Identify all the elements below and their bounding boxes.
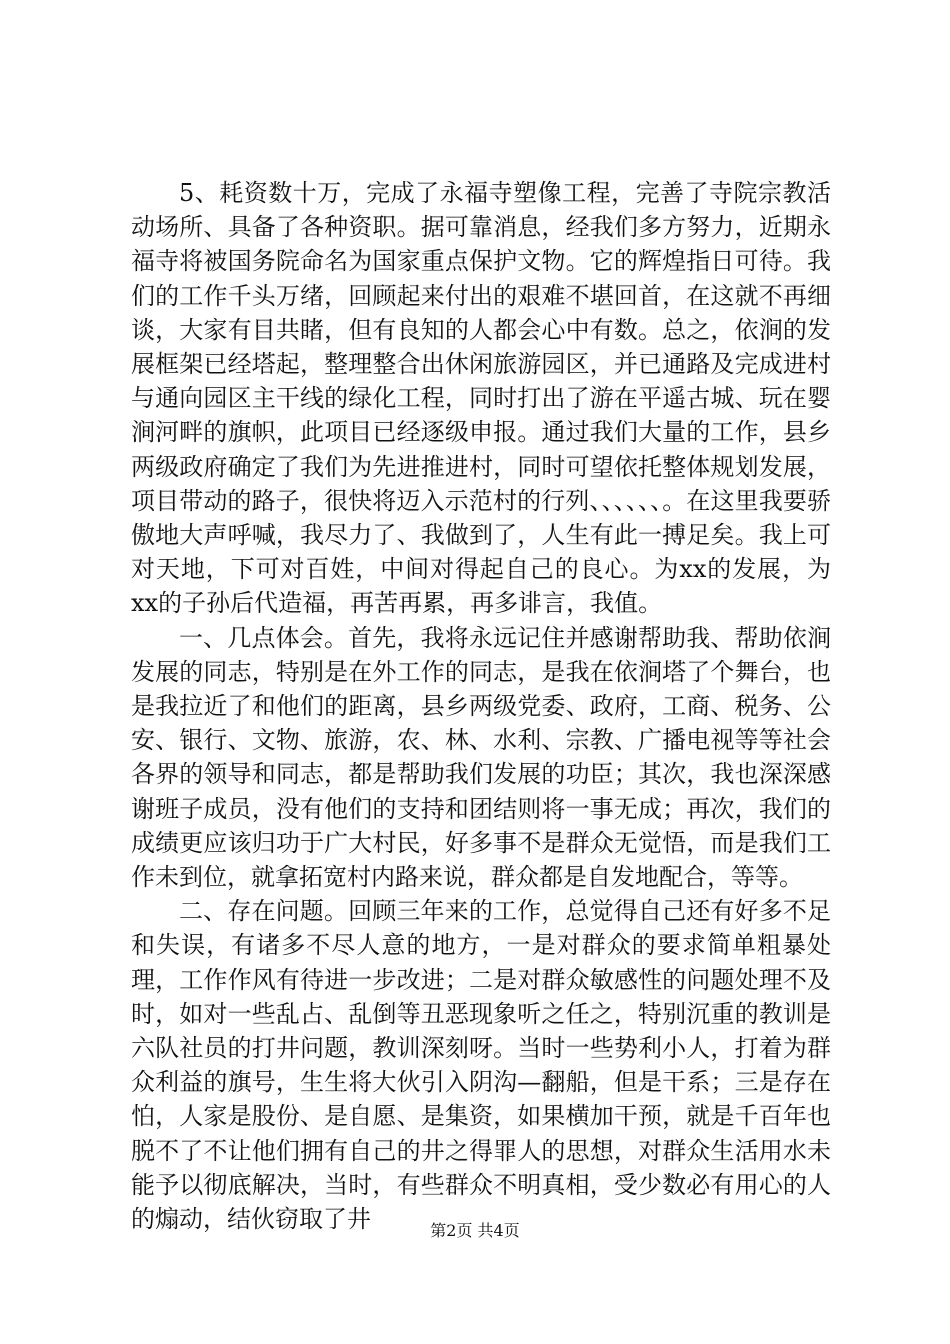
document-body xyxy=(131,176,831,1236)
paragraph-experience: 一、几点体会。首先，我将永远记住并感谢帮助我、帮助依涧发展的同志，特别是在外工作的同志，是我在依涧塔了个舞台，也是我拉近了和他们的距离，县乡两级党委、政府，工商、税务、公安、银行、文物、旅游，农、林、水利、宗教、广播电视等等社会各界的领导和同志，都是帮助我们发展的功臣；其次，我也深深感谢班子成员，没有他们的支持和团结则将一事无成；再次，我们的成绩更应该归功于广大村民，好多事不是群众无觉悟，而是我们工作未到位，就拿拓宽村内路来说，群众都是自发地配合，等等。 xyxy=(131,623,831,892)
page-number-footer: 第2页 共4页 xyxy=(430,1221,520,1240)
paragraph-problems: 二、存在问题。回顾三年来的工作，总觉得自己还有好多不足和失误，有诸多不尽人意的地方，一是对群众的要求简单粗暴处理，工作作风有待进一步改进；二是对群众敏感性的问题处理不及时，如对一些乱占、乱倒等丑恶现象听之任之，特别沉重的教训是六队社员的打井问题，教训深刻呀。当时一些势利小人，打着为群众利益的旗号，生生将大伙引入阴沟—翻船，但是干系；三是存在怕，人家是股份、是自愿、是集资，如果横加干预，就是千百年也脱不了不让他们拥有自己的井之得罪人的思想，对群众生活用水未能予以彻底解决，当时，有些群众不明真相，受少数必有用心的人的煽动，结伙窃取了井 xyxy=(131,897,831,1234)
paragraph-item-5: 5、耗资数十万，完成了永福寺塑像工程，完善了寺院宗教活动场所、具备了各种资职。据可靠消息，经我们多方努力，近期永福寺将被国务院命名为国家重点保护文物。它的辉煌指日可待。我们的工作千头万绪，回顾起来付出的艰难不堪回首，在这就不再细谈，大家有目共睹，但有良知的人都会心中有数。总之，依涧的发展框架已经塔起，整理整合出休闲旅游园区，并已通路及完成进村与通向园区主干线的绿化工程，同时打出了游在平遥古城、玩在婴涧河畔的旗帜，此项目已经逐级申报。通过我们大量的工作，县乡两级政府确定了我们为先进推进村，同时可望依托整体规划发展，项目带动的路子，很快将迈入示范村的行列、、、、、、。在这里我要骄傲地大声呼喊，我尽力了、我做到了，人生有此一搏足矣。我上可对天地，下可对百姓，中间对得起自己的良心。为xx的发展，为xx的子孙后代造福，再苦再累，再多诽言，我值。 xyxy=(131,179,831,618)
